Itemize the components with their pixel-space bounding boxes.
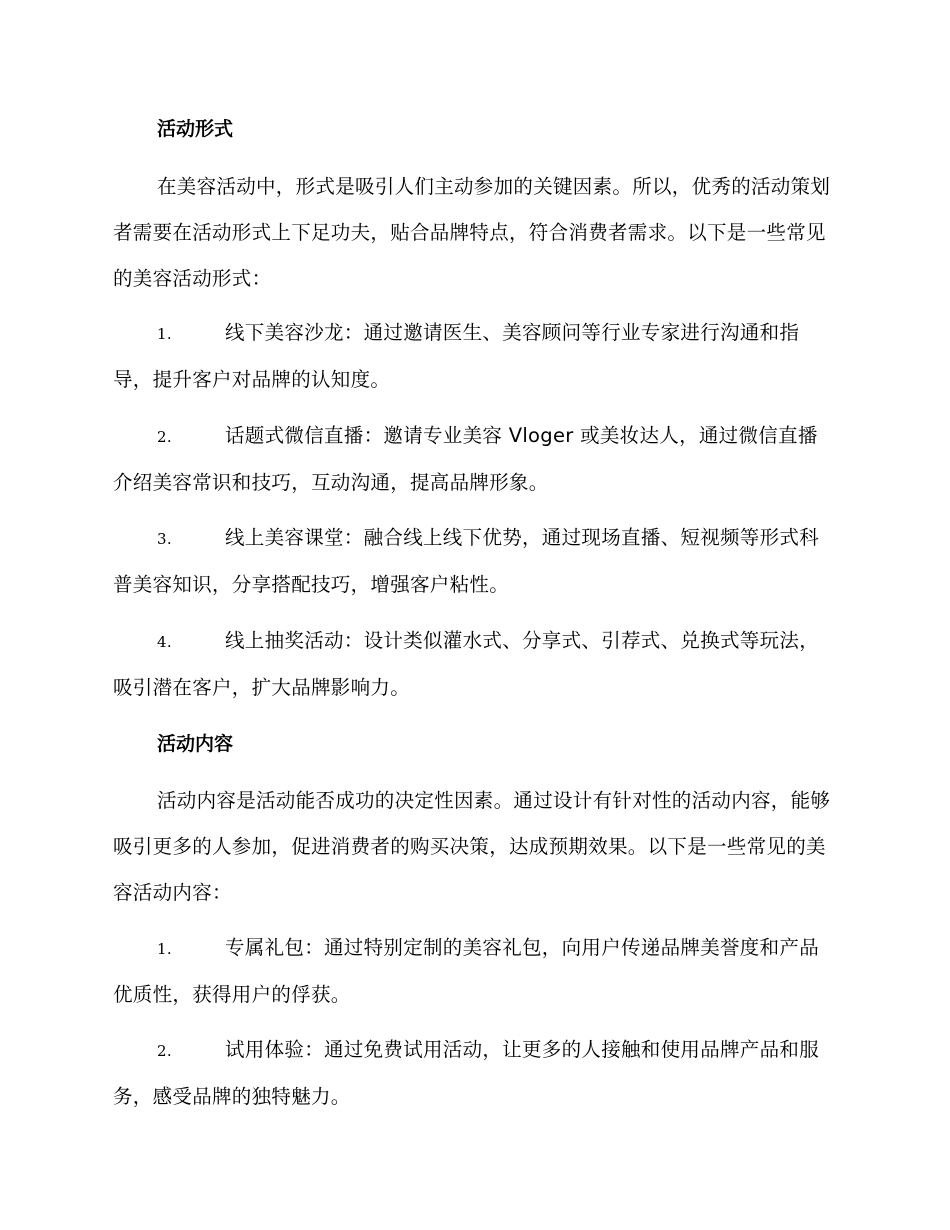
- list-item: [113, 618, 833, 711]
- section-intro-activity-content: 活动内容是活动能否成功的决定性因素。通过设计有针对性的活动内容，能够吸引更多的人参加，促进消费者的购买决策，达成预期效果。以下是一些常见的美容活动内容：: [113, 789, 831, 904]
- list-item-text: 专属礼包：通过特别定制的美容礼包，向用户传递品牌美誉度和产品优质性，获得用户的俘获。: [113, 936, 820, 1006]
- list-item-text: 线下美容沙龙：通过邀请医生、美容顾问等行业专家进行沟通和指导，提升客户对品牌的认知度。: [113, 321, 800, 391]
- list-item: [113, 925, 833, 1018]
- list-item-number: 1.: [157, 325, 172, 343]
- list-item: [113, 413, 833, 506]
- list-item-text: 试用体验：通过免费试用活动，让更多的人接触和使用品牌产品和服务，感受品牌的独特魅力。: [113, 1038, 820, 1108]
- list-item-text: 线上美容课堂：融合线上线下优势，通过现场直播、短视频等形式科普美容知识，分享搭配技巧，增强客户粘性。: [113, 526, 820, 596]
- list-item-number: 3.: [157, 530, 172, 548]
- list-item: [113, 515, 833, 608]
- list-item-number: 1.: [157, 940, 172, 958]
- section-intro-activity-format: 在美容活动中，形式是吸引人们主动参加的关键因素。所以，优秀的活动策划者需要在活动形式上下足功夫，贴合品牌特点，符合消费者需求。以下是一些常见的美容活动形式：: [113, 175, 831, 290]
- list-item-number: 2.: [157, 428, 172, 446]
- list-item-text: 话题式微信直播：邀请专业美容 Vloger 或美妆达人，通过微信直播介绍美容常识和技巧，互动沟通，提高品牌形象。: [113, 424, 818, 494]
- list-item: [113, 310, 833, 403]
- list-item: [113, 1027, 833, 1120]
- list-item-number: 4.: [157, 633, 172, 651]
- section-heading-activity-format: 活动形式: [157, 118, 234, 140]
- list-item-text: 线上抽奖活动：设计类似灌水式、分享式、引荐式、兑换式等玩法，吸引潜在客户，扩大品牌影响力。: [113, 629, 820, 699]
- list-item-number: 2.: [157, 1042, 172, 1060]
- section-heading-activity-content: 活动内容: [157, 733, 234, 755]
